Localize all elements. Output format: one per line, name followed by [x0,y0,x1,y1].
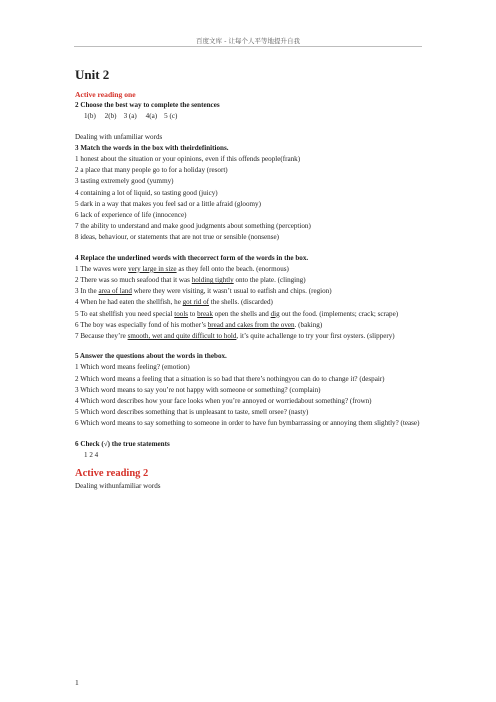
q4-item-1-text-b: as they fell onto the beach. (enormous) [176,264,289,273]
q4-item-5-underlined-3: dig [270,309,280,318]
q4-item-6-text-a: 6 The boy was especially fond of his mother’s [75,320,208,329]
q3-item-2: 2 a place that many people go to for a holiday (resort) [75,166,228,175]
q4-item-7-text-b: , it’s quite achallenge to try your first oysters. (slippery) [236,332,395,341]
q4-item-4-underlined: got rid of [182,298,210,307]
spacer [75,430,421,439]
q4-item-5-underlined-2: break [197,309,213,318]
question-6-title: 6 Check (√) the true statements [75,439,170,448]
question-2-title: 2 Choose the best way to complete the sentences [75,101,220,110]
question-5-title: 5 Answer the questions about the words in thebox. [75,352,227,361]
q4-item-3-text-a: 3 In the [75,287,99,296]
q4-item-2-underlined: holding tightly [191,276,234,285]
q4-item-1-underlined: very large in size [128,264,177,273]
spacer [75,244,421,253]
q5-item-4: 4 Which word describes how your face looks when you’re annoyed or worriedabout something? (frown) [75,397,372,406]
dealing-heading-2: Dealing withunfamiliar words [75,482,161,491]
q3-item-4: 4 containing a lot of liquid, so tasting good (juicy) [75,188,218,197]
spacer [75,342,421,351]
q4-item-2-text-a: 2 There was so much seafood that it was [75,276,192,285]
q5-item-3: 3 Which word means to say you’re not happy with someone or something? (complain) [75,385,321,394]
q4-item-5-text-c: open the shells and [212,309,271,318]
q4-item-5-underlined-1: tools [174,309,189,318]
q4-item-1 [75,264,421,275]
section-title-active-reading-one: Active reading one [75,90,136,99]
q4-item-7 [75,331,421,342]
q3-item-1: 1 honest about the situation or your opinions, even if this offends people(frank) [75,155,301,164]
q4-item-4 [75,297,421,308]
page-number: 1 [75,678,79,687]
spacer [75,123,421,132]
q4-item-5-text-a: 5 To eat shellfish you need special [75,309,175,318]
q5-item-1: 1 Which word means feeling? (emotion) [75,363,190,372]
q3-item-5: 5 dark in a way that makes you feel sad or a little afraid (gloomy) [75,199,261,208]
q4-item-7-underlined: smooth, wet and quite difficult to hold [127,332,237,341]
q4-item-2 [75,275,421,286]
q4-item-3-text-b: where they were visiting, it wasn’t usual to eatfish and chips. (region) [131,287,332,296]
question-2-answers [75,111,421,122]
q5-item-6: 6 Which word means to say something to someone in order to have fun bymbarrassing or annoying them slightly? (tease) [75,419,420,428]
q3-item-7: 7 the ability to understand and make good judgments about something (perception) [75,222,311,231]
document-body [75,67,421,492]
q4-item-6 [75,320,421,331]
question-3-title: 3 Match the words in the box with theirdefinitions. [75,143,229,152]
dealing-heading: Dealing with unfamiliar words [75,132,163,141]
q4-item-3-underlined: area of land [98,287,132,296]
q5-item-5: 5 Which word describes something that is unpleasant to taste, smell orsee? (nasty) [75,408,309,417]
q5-item-2: 2 Which word means a feeling that a situation is so bad that there’s nothingyou can do to change it? (despair) [75,374,385,383]
q3-item-8: 8 ideas, behaviour, or statements that are not true or sensible (nonsense) [75,233,279,242]
q4-item-5-text-d: out the food. (implements; crack; scrape) [279,309,399,318]
question-4-title: 4 Replace the underlined words with thecorrect form of the words in the box. [75,253,309,262]
unit-title: Unit 2 [75,67,110,82]
q3-item-6: 6 lack of experience of life (innocence) [75,211,187,220]
q4-item-5-text-b: to [188,309,198,318]
q4-item-4-text-a: 4 When he had eaten the shellfish, he [75,298,183,307]
question-2-answers-text: 1(b) 2(b) 3 (a) 4(a) 5 (c) [84,112,178,121]
header-divider [74,46,422,47]
q3-item-3: 3 tasting extremely good (yummy) [75,177,174,186]
section-title-active-reading-2: Active reading 2 [75,468,149,480]
q4-item-6-underlined: bread and cakes from the oven [207,320,295,329]
page-header: 百度文库 - 让每个人平等地提升自我 [196,37,300,45]
q4-item-3 [75,286,421,297]
q4-item-5 [75,309,421,320]
q4-item-7-text-a: 7 Because they’re [75,332,128,341]
q4-item-6-text-b: . (baking) [294,320,323,329]
q4-item-1-text-a: 1 The waves were [75,264,129,273]
q4-item-4-text-b: the shells. (discarded) [209,298,273,307]
question-6-answers: 1 2 4 [84,450,99,459]
q4-item-2-text-b: onto the plate. (clinging) [233,276,306,285]
